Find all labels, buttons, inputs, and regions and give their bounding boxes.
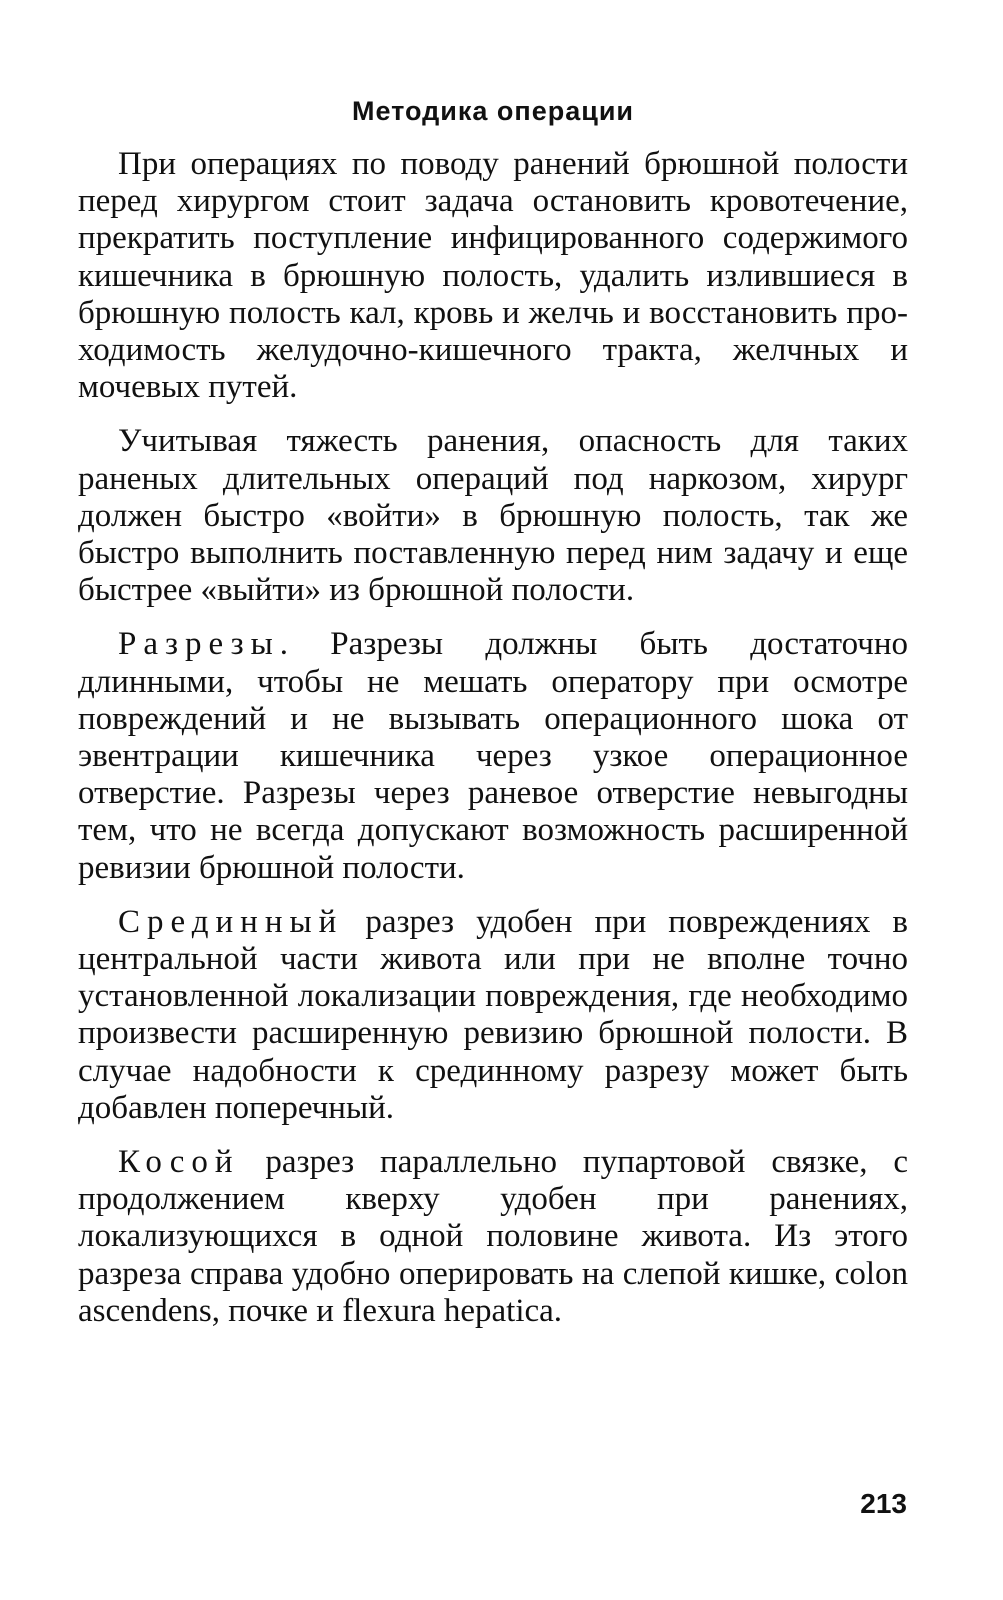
paragraph-4-lead: Срединный: [118, 903, 344, 940]
section-heading: Методика операции: [351, 96, 635, 126]
paragraph-5: [78, 1144, 908, 1330]
paragraph-1-text: При операциях по поводу ранений брюшной полости перед хирургом стоит задача остановить кровотечение, прекратить поступление инфицированного содержимого кишечника в брюшную полость, удалить излившиеся в брюшную полость кал, кровь и желчь и восстановить проходимость желудочно-кишечного тракта, желчных и мочевых путей.: [78, 146, 908, 406]
page-content: [78, 90, 908, 1347]
paragraph-5-text: разрез параллельно пупартовой связке, с продолжением кверху удобен при ранениях, локализующихся в одной половине живота. Из этого разреза справа удобно оперировать на слепой кишке, colon ascendens, почке и flexura hepatica.: [78, 1144, 908, 1329]
paragraph-3-text: . Разрезы должны быть достаточно длинными, чтобы не мешать оператору при осмотре повреждений и не вызывать операционного шока от эвентрации кишечника через узкое операционное отверстие. Разрезы через раневое отверстие невыгодны тем, что не всегда допускают возможность расширенной ревизии брюшной полости.: [78, 626, 908, 886]
paragraph-3: [78, 626, 908, 886]
page-number: 213: [860, 1488, 907, 1519]
paragraph-4-text: разрез удобен при повреждениях в центральной части живота или при не вполне точно установленной локализации повреждения, где необходимо произвести расширенную ревизию брюшной полости. В случае надобности к срединному разрезу может быть добавлен поперечный.: [78, 903, 908, 1126]
paragraph-1: [78, 146, 908, 406]
paragraph-2-text: Учитывая тяжесть ранения, опасность для таких раненых длительных операций под наркозом, хирург должен быстро «войти» в брюшную полость, так же быстро выполнить поставленную перед ним задачу и еще быстрее «выйти» из брюшной полости.: [78, 423, 908, 609]
paragraph-4: [78, 904, 908, 1127]
paragraph-2: [78, 423, 908, 609]
paragraph-3-lead: Разрезы: [118, 626, 280, 663]
paragraph-5-lead: Косой: [118, 1144, 240, 1181]
